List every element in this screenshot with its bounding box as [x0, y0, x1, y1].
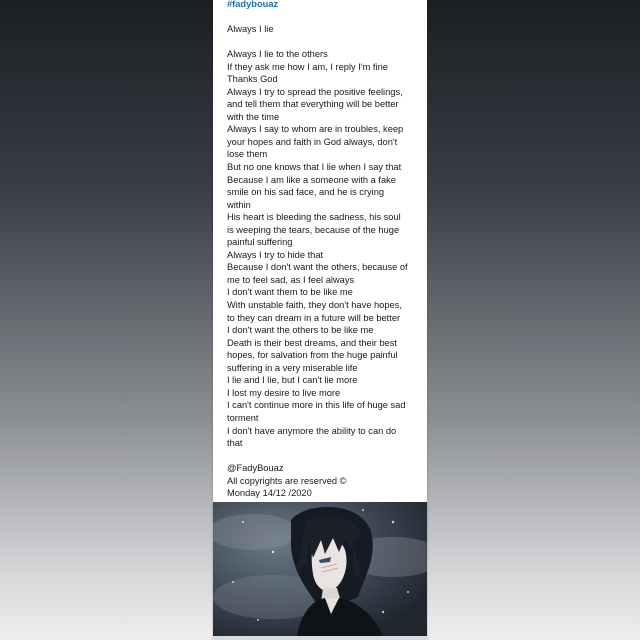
- poem-line: hopes, for salvation from the huge painful: [227, 350, 398, 361]
- poem-line: Always I try to spread the positive feelings,: [227, 86, 403, 97]
- poem-line: with the time: [227, 111, 280, 122]
- poem-line: I can't continue more in this life of huge sad: [227, 400, 406, 411]
- post-card: [213, 0, 427, 640]
- poem-line: Always I lie to the others: [227, 49, 328, 60]
- spacer: [227, 450, 423, 463]
- poem-title: Always I lie: [227, 24, 274, 35]
- poem-line: that: [227, 438, 243, 449]
- poem-line: But no one knows that I lie when I say that: [227, 162, 402, 173]
- poem-line: painful suffering: [227, 237, 293, 248]
- poem-line: your hopes and faith in God always, don't: [227, 136, 398, 147]
- post-body: [227, 0, 423, 500]
- poem-line: and tell them that everything will be better: [227, 99, 399, 110]
- poem-line: With unstable faith, they don't have hopes,: [227, 300, 402, 311]
- post-image[interactable]: [213, 502, 427, 636]
- poem-lines: [227, 48, 423, 450]
- poem-line: I don't want the others to be like me: [227, 325, 374, 336]
- poem-line: suffering in a very miserable life: [227, 362, 358, 373]
- poem-line: Because I don't want the others, because of: [227, 262, 408, 273]
- poem-line: smile on his sad face, and he is crying: [227, 187, 385, 198]
- bottom-strip: [213, 636, 427, 640]
- hashtag-link[interactable]: #fadybouaz: [227, 0, 279, 9]
- copyright-notice: All copyrights are reserved ©: [227, 475, 347, 486]
- poem-line: I don't want them to be like me: [227, 287, 353, 298]
- poem-line: within: [227, 199, 251, 210]
- anime-portrait-illustration: [213, 502, 427, 636]
- poem-line: His heart is bleeding the sadness, his soul: [227, 212, 401, 223]
- poem-line: If they ask me how I am, I reply I'm fine: [227, 61, 388, 72]
- poem-line: I don't have anymore the ability to can do: [227, 425, 397, 436]
- poem-line: Death is their best dreams, and their best: [227, 337, 398, 348]
- poem-line: torment: [227, 412, 259, 423]
- poem-line: Because I am like a someone with a fake: [227, 174, 396, 185]
- poem-line: I lie and I lie, but I can't lie more: [227, 375, 358, 386]
- poem-line: is weeping the tears, because of the huge: [227, 224, 400, 235]
- poem-line: Thanks God: [227, 74, 278, 85]
- poem-line: Always I say to whom are in troubles, keep: [227, 124, 404, 135]
- poem-line: lose them: [227, 149, 268, 160]
- spacer: [227, 36, 423, 49]
- author-signature: @FadyBouaz: [227, 463, 284, 474]
- poem-line: to they can dream in a future will be better: [227, 312, 401, 323]
- poem-line: I lost my desire to live more: [227, 387, 341, 398]
- post-date: Monday 14/12 /2020: [227, 488, 312, 499]
- poem-line: Always I try to hide that: [227, 249, 324, 260]
- poem-line: me to feel sad, as I feel always: [227, 274, 355, 285]
